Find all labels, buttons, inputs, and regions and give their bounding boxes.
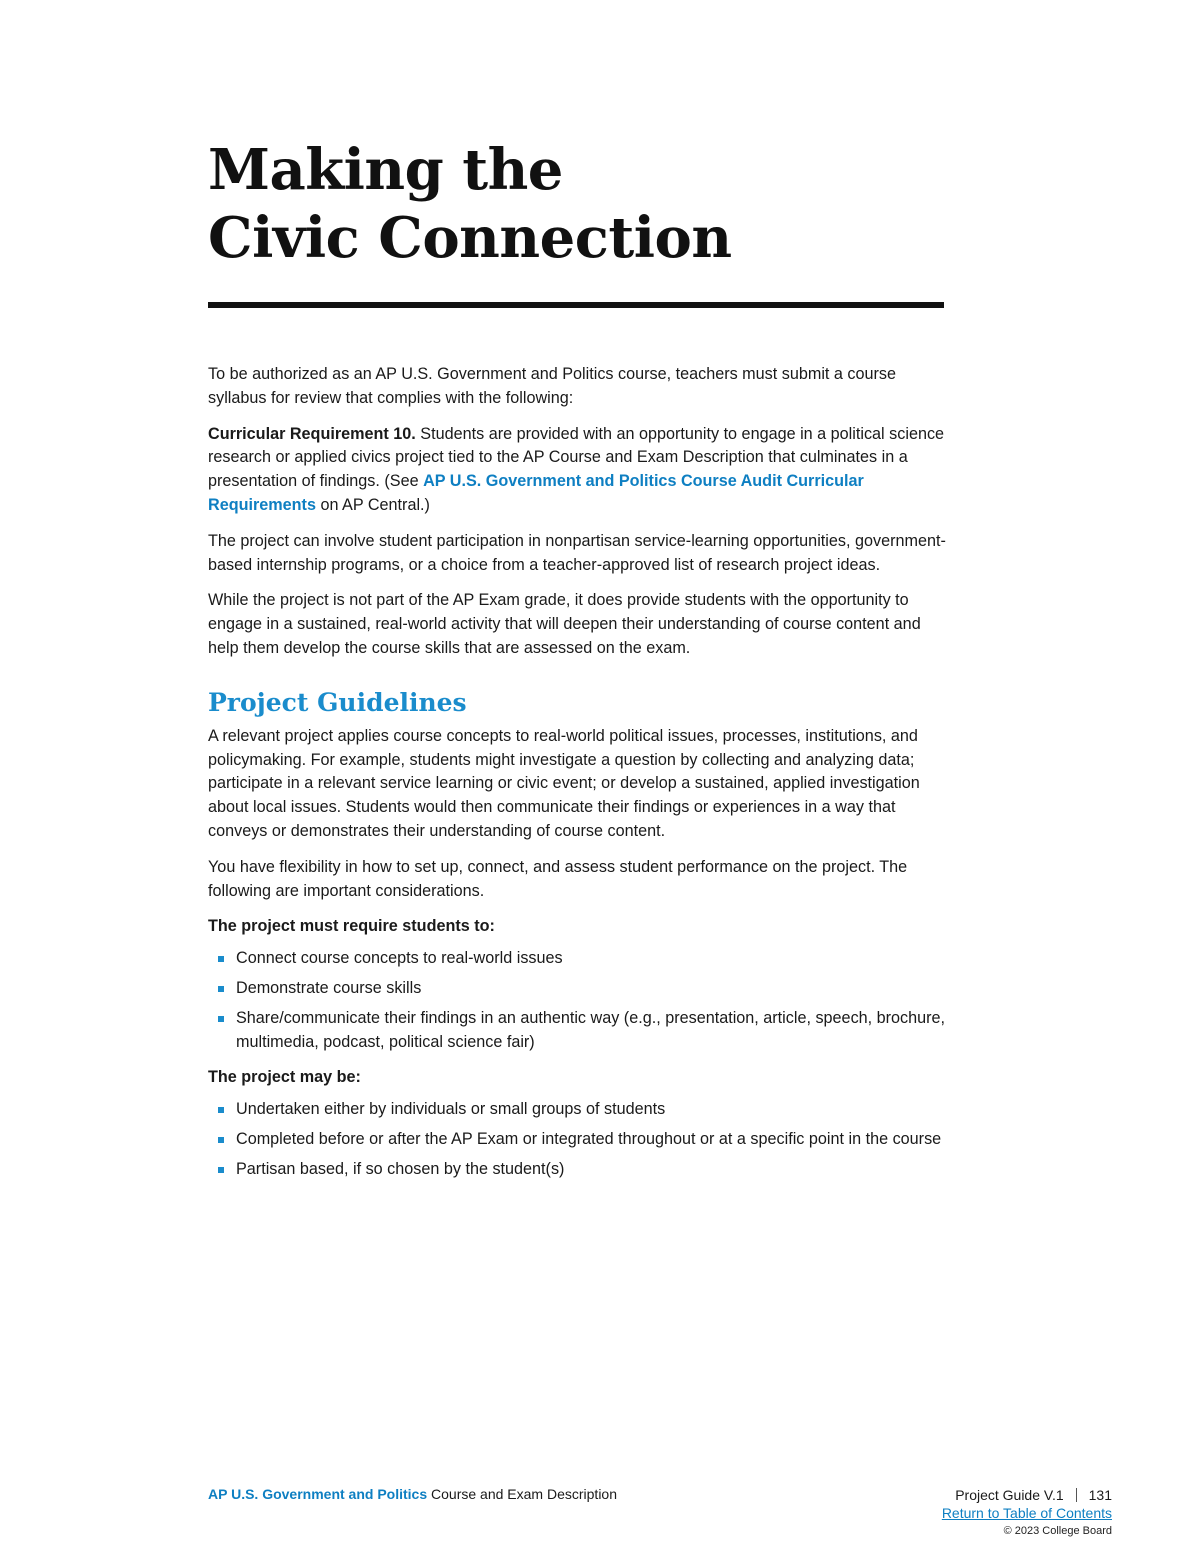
- curricular-requirement-paragraph: [208, 423, 953, 518]
- footer-page-info: [942, 1486, 1112, 1540]
- footer-divider: [1076, 1488, 1077, 1502]
- requirement-label: Curricular Requirement 10.: [208, 424, 416, 443]
- section-heading-project-guidelines: Project Guidelines: [208, 687, 467, 717]
- list-item: [208, 1128, 953, 1152]
- must-require-lead: The project must require students to:: [208, 917, 495, 936]
- list-item-text: Demonstrate course skills: [236, 978, 422, 997]
- square-bullet-icon: [218, 1107, 224, 1113]
- course-audit-link[interactable]: AP U.S. Government and Politics Course Audit Curricular Requirements: [208, 472, 864, 514]
- page-title-line-2: Civic Connection: [208, 205, 732, 271]
- list-item-text: Connect course concepts to real-world issues: [236, 949, 563, 968]
- may-be-lead: The project may be:: [208, 1068, 361, 1087]
- footer-course-title: [208, 1486, 617, 1502]
- list-item: [208, 977, 953, 1001]
- page-title: [208, 136, 732, 272]
- main-content: [208, 363, 953, 1194]
- square-bullet-icon: [218, 1137, 224, 1143]
- requirement-tail: on AP Central.): [315, 495, 430, 514]
- may-be-list: [208, 1098, 953, 1181]
- intro-paragraph-1: To be authorized as an AP U.S. Government and Politics course, teachers must submit a course syllabus for review that complies with the following:: [208, 365, 897, 407]
- intro-paragraph-3: While the project is not part of the AP Exam grade, it does provide students with the opportunity to engage in a sustained, real-world activity that will deepen their understanding of course content and help them develop the course skills that are assessed on the exam.: [208, 591, 921, 657]
- guidelines-paragraph-1: A relevant project applies course concepts to real-world political issues, processes, institutions, and policymaking. For example, students might investigate a question by collecting and analyzing data; participate in a relevant service learning or civic event; or develop a sustained, applied investigation about local issues. Students would then communicate their findings or experiences in a way that conveys or demonstrates their understanding of course content.: [208, 726, 920, 840]
- list-item-text: Partisan based, if so chosen by the student(s): [236, 1159, 565, 1178]
- footer-section: Project Guide V.1: [955, 1487, 1064, 1503]
- footer-course-name: AP U.S. Government and Politics: [208, 1486, 428, 1502]
- list-item-text: Completed before or after the AP Exam or integrated throughout or at a specific point in the course: [236, 1129, 942, 1148]
- square-bullet-icon: [218, 1167, 224, 1173]
- square-bullet-icon: [218, 956, 224, 962]
- title-rule: [208, 302, 944, 308]
- footer-doc-name: Course and Exam Description: [431, 1486, 618, 1502]
- requirement-text: Students are provided with an opportunity to engage in a political science research or applied civics project tied to the AP Course and Exam Description that culminates in a presentation of findings. (See: [208, 424, 945, 491]
- list-item: [208, 1007, 953, 1055]
- list-item-text: Undertaken either by individuals or small groups of students: [236, 1100, 666, 1119]
- copyright-text: © 2023 College Board: [1003, 1525, 1112, 1537]
- list-item-text: Share/communicate their findings in an authentic way (e.g., presentation, article, speech, brochure, multimedia, podcast, political science fair): [236, 1008, 946, 1051]
- must-require-list: [208, 947, 953, 1054]
- return-to-toc-link[interactable]: Return to Table of Contents: [941, 1505, 1112, 1521]
- page-number: 131: [1088, 1487, 1112, 1503]
- page-title-line-1: Making the: [208, 137, 563, 203]
- guidelines-paragraph-2: You have flexibility in how to set up, connect, and assess student performance on the project. The following are important considerations.: [208, 857, 908, 900]
- list-item: [208, 947, 953, 971]
- square-bullet-icon: [218, 986, 224, 992]
- list-item: [208, 1158, 953, 1182]
- list-item: [208, 1098, 953, 1122]
- square-bullet-icon: [218, 1016, 224, 1022]
- intro-paragraph-2: The project can involve student participation in nonpartisan service-learning opportunities, government-based internship programs, or a choice from a teacher-approved list of research project ideas.: [208, 531, 946, 574]
